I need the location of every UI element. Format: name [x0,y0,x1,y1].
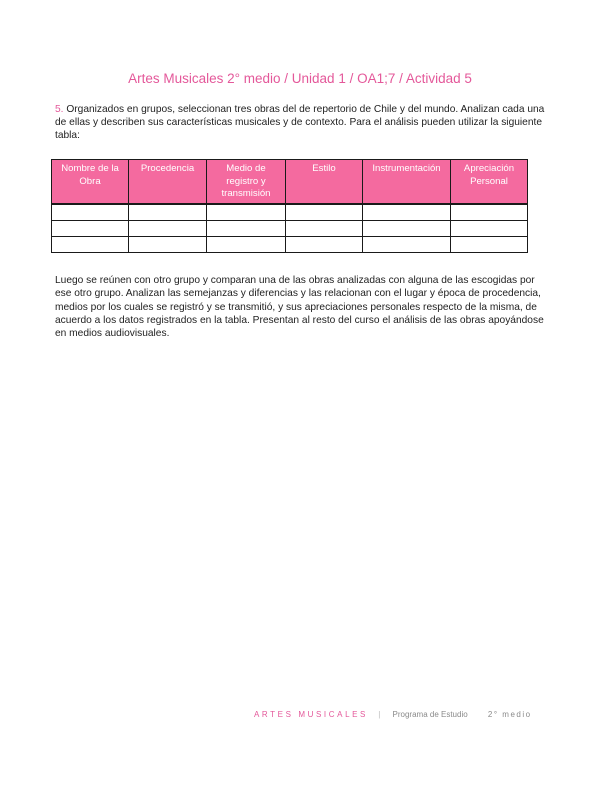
table-row [52,204,528,221]
activity-intro [55,103,545,142]
analysis-table [51,159,528,253]
table-row [52,237,528,253]
footer-program: Programa de Estudio [392,710,468,719]
table-cell [129,204,207,221]
table-cell [129,221,207,237]
footer-separator: | [378,710,381,719]
table-cell [52,237,129,253]
activity-intro-text: Organizados en grupos, seleccionan tres obras del de repertorio de Chile y del mundo. Analizan cada una de ellas y describen sus características musicales y de contexto. Para el análisis pueden utilizar la siguiente tabla: [55,104,545,141]
table-cell [207,221,286,237]
table-cell [363,204,451,221]
table-cell [207,204,286,221]
activity-number: 5. [55,104,64,115]
footer-grade: 2° medio [487,710,532,719]
header-instrumentacion: Instrumentación [363,160,451,205]
header-procedencia: Procedencia [129,160,207,205]
table-cell [451,221,528,237]
page-footer [254,710,544,719]
table-row [52,221,528,237]
table-cell [451,237,528,253]
header-nombre-obra: Nombre de la Obra [52,160,129,205]
header-apreciacion: Apreciación Personal [451,160,528,205]
footer-subject: ARTES MUSICALES [254,710,368,719]
table-cell [129,237,207,253]
activity-closing-text: Luego se reúnen con otro grupo y comparan una de las obras analizadas con alguna de las escogidas por ese otro grupo. Analizan las semejanzas y diferencias y las relacionan con el lugar y época de procedencia, medios por los cuales se registró y se transmitió, y sus apreciaciones personales respecto de la misma, de acuerdo a los datos registrados en la tabla. Presentan al resto del curso el análisis de las obras apoyándose en medios audiovisuales. [55,275,544,340]
table-cell [363,221,451,237]
table-cell [451,204,528,221]
table-cell [286,221,363,237]
table-cell [363,237,451,253]
table-cell [286,237,363,253]
page-title: Artes Musicales 2° medio / Unidad 1 / OA1;7 / Actividad 5 [128,71,472,86]
table-cell [52,221,129,237]
header-medio-registro: Medio de registro y transmisión [207,160,286,205]
header-estilo: Estilo [286,160,363,205]
table-cell [207,237,286,253]
table-cell [286,204,363,221]
table-cell [52,204,129,221]
table-header-row [52,160,528,205]
